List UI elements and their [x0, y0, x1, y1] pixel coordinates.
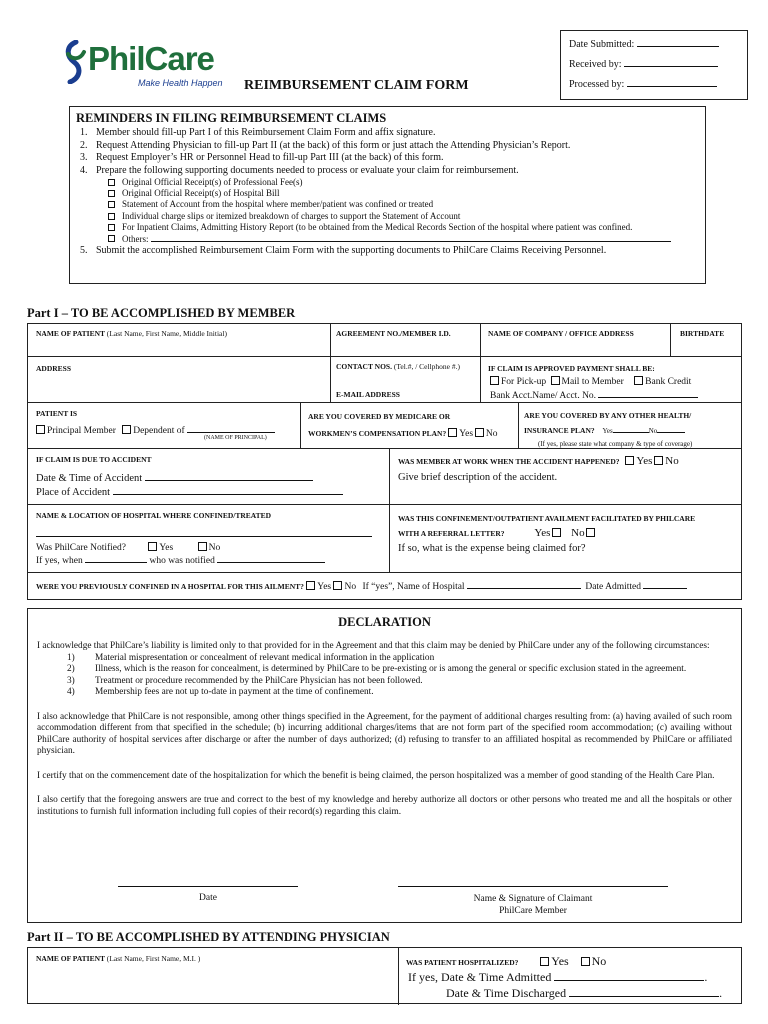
reminder-item: 2. Request Attending Physician to fill-up Part II (at the back) of this form or just attach the Attending Physician’s Report.: [80, 139, 571, 151]
reminder-item: 3. Request Employer’s HR or Personnel Head to fill-up Part III (at the back) of this form.: [80, 152, 444, 163]
accident-description-label: Give brief description of the accident.: [398, 472, 558, 483]
expense-question: If so, what is the expense being claimed for?: [398, 543, 586, 554]
hospitalized-yes-checkbox[interactable]: [540, 957, 549, 966]
supporting-doc-item: Original Official Receipt(s) of Hospital Bill: [76, 188, 699, 199]
previous-confinement-row: WERE YOU PREVIOUSLY CONFINED IN A HOSPITAL FOR THIS AILMENT? Yes No If “yes”, Name of Hospital Date Admitted: [36, 580, 687, 592]
at-work-no-checkbox[interactable]: [654, 456, 663, 465]
date-discharged-row: Date & Time Discharged .: [446, 986, 723, 1000]
part2-patient-name-label: NAME OF PATIENT (Last Name, First Name, M.I. ): [36, 954, 201, 963]
birthdate-label: BIRTHDATE: [680, 329, 725, 338]
declaration-para3: I certify that on the commencement date of the hospitalization for which the benefit is being claimed, the person hospitalized was a member of good standing of the Health Care Plan.: [37, 770, 715, 781]
processed-by-row: Processed by:: [569, 75, 739, 95]
received-by-row: Received by:: [569, 55, 739, 75]
checkbox[interactable]: [108, 213, 115, 220]
mail-checkbox[interactable]: [551, 376, 560, 385]
reminder-item: 5. Submit the accomplished Reimbursement Claim Form with the supporting documents to PhilCare Claims Receiving Personnel.: [80, 245, 607, 257]
part2-form: [27, 947, 742, 1004]
medicare-question: ARE YOU COVERED BY MEDICARE OR WORKMEN’S COMPENSATION PLAN? Yes No: [308, 412, 498, 439]
dependent-checkbox[interactable]: [122, 425, 131, 434]
bank-acct-row: Bank Acct.Name/ Acct. No.: [490, 390, 698, 401]
at-work-question: WAS MEMBER AT WORK WHEN THE ACCIDENT HAPPENED? Yes No: [398, 455, 679, 467]
prev-yes-checkbox[interactable]: [306, 581, 315, 590]
at-work-yes-checkbox[interactable]: [625, 456, 634, 465]
checkbox[interactable]: [108, 224, 115, 231]
payment-options: For Pick-up Mail to Member Bank Credit: [490, 376, 691, 387]
email-label: E-MAIL ADDRESS: [336, 390, 400, 399]
reminders-title: REMINDERS IN FILING REIMBURSEMENT CLAIMS: [76, 111, 387, 125]
supporting-doc-others: Others:: [76, 233, 699, 245]
checkbox[interactable]: [108, 179, 115, 186]
notified-yes-checkbox[interactable]: [148, 542, 157, 551]
medicare-yes-checkbox[interactable]: [448, 428, 457, 437]
date-signature-line[interactable]: [118, 886, 298, 887]
checkbox[interactable]: [108, 190, 115, 197]
payment-title: IF CLAIM IS APPROVED PAYMENT SHALL BE:: [488, 364, 655, 373]
declaration-item: 3) Treatment or procedure recommended by the PhilCare Physician has not been followed.: [67, 675, 423, 686]
declaration-item: 4) Membership fees are not up to-date in payment at the time of confinement.: [67, 687, 374, 697]
reminder-item: 4. Prepare the following supporting documents needed to process or evaluate your claim for reimbursement.: [80, 164, 519, 176]
declaration-para2: I also acknowledge that PhilCare is not responsible, among other things specified in the Agreement, for the payment of additional charges resulting from: (a) having availed of such room accommodation different from that specified in the schedule; (b) incurring additional charges/items that are not form part of the specified room accommodation; (c) availing without PhilCare authority of hospital services after discharge or after the number of days authorized; (d) refusing to transfer to an affiliated hospital as recommended by PhilCare or affiliated physician.: [37, 711, 732, 756]
contact-label: CONTACT NOS. (Tel.#, / Cellphone #.): [336, 362, 460, 371]
philcare-mark-icon: [62, 40, 88, 84]
facilitated-question: WAS THIS CONFINEMENT/OUTPATIENT AVAILMENT FACILITATED BY PHILCARE WITH A REFERRAL LETTER? Yes No: [398, 514, 696, 539]
agreement-no-label: AGREEMENT NO./MEMBER I.D.: [336, 329, 451, 338]
hospital-location-label: NAME & LOCATION OF HOSPITAL WHERE CONFINED/TREATED: [36, 511, 272, 520]
supporting-doc-item: For Inpatient Claims, Admitting History Report (to be obtained from the Medical Records Section of the hospital where patient was confined.: [76, 222, 699, 233]
part1-form: [27, 323, 742, 600]
hospitalized-no-checkbox[interactable]: [581, 957, 590, 966]
date-label: Date: [199, 893, 217, 903]
date-admitted-row: If yes, Date & Time Admitted .: [408, 970, 708, 984]
part2-title: Part II – TO BE ACCOMPLISHED BY ATTENDING PHYSICIAN: [27, 930, 390, 944]
philcare-notified-row: Was PhilCare Notified? Yes No: [36, 543, 221, 553]
checkbox[interactable]: [108, 201, 115, 208]
reminder-item: 1. Member should fill-up Part I of this Reimbursement Claim Form and affix signature.: [80, 127, 436, 138]
patient-is-options: Principal Member Dependent of: [36, 424, 275, 436]
supporting-doc-item: Original Official Receipt(s) of Professional Fee(s): [76, 177, 699, 188]
medicare-no-checkbox[interactable]: [475, 428, 484, 437]
brand-tagline: Make Health Happen: [138, 78, 223, 88]
bank-credit-checkbox[interactable]: [634, 376, 643, 385]
office-use-box: [560, 30, 748, 100]
notified-when-row: If yes, when who was notified: [36, 554, 325, 566]
principal-name-hint: (NAME OF PRINCIPAL): [204, 435, 267, 441]
patient-is-label: PATIENT IS: [36, 409, 78, 418]
declaration-para4: I also certify that the foregoing answers are true and correct to the best of my knowledge and hereby authorize all doctors or other persons who treated me and all the hospitals or other institutions to furnish full information including full copies of their record(s) regarding this claim.: [37, 795, 732, 817]
declaration-box: [27, 608, 742, 923]
facilitated-no-checkbox[interactable]: [586, 528, 595, 537]
date-submitted-row: Date Submitted:: [569, 35, 739, 55]
accident-title: IF CLAIM IS DUE TO ACCIDENT: [36, 455, 152, 464]
declaration-title: DECLARATION: [338, 615, 431, 629]
supporting-doc-item: Individual charge slips or itemized breakdown of charges to support the Statement of Account: [76, 211, 699, 222]
accident-place-row: Place of Accident: [36, 484, 343, 498]
other-insurance-question: ARE YOU COVERED BY ANY OTHER HEALTH/ INSURANCE PLAN? Yes No (If yes, please state what company & type of coverage): [524, 411, 693, 448]
declaration-intro: I acknowledge that PhilCare’s liability is limited only to that provided for in the Agreement and that this claim may be denied by PhilCare under any of the following circumstances:: [37, 641, 710, 651]
principal-checkbox[interactable]: [36, 425, 45, 434]
form-title: REIMBURSEMENT CLAIM FORM: [244, 78, 469, 93]
supporting-doc-item: Statement of Account from the hospital where member/patient was confined or treated: [76, 199, 699, 210]
address-label: ADDRESS: [36, 364, 72, 373]
part1-title: Part I – TO BE ACCOMPLISHED BY MEMBER: [27, 306, 296, 320]
claimant-signature-label: Name & Signature of Claimant PhilCare Member: [473, 894, 593, 916]
company-label: NAME OF COMPANY / OFFICE ADDRESS: [488, 329, 634, 338]
declaration-item: 1) Material mispresentation or concealment of relevant medical information in the application: [67, 652, 435, 663]
hospitalized-question: WAS PATIENT HOSPITALIZED? Yes No: [406, 954, 607, 968]
checkbox[interactable]: [108, 235, 115, 242]
notified-no-checkbox[interactable]: [198, 542, 207, 551]
hospital-location-line: [36, 524, 372, 542]
patient-name-label: NAME OF PATIENT (Last Name, First Name, Middle Initial): [36, 329, 227, 338]
accident-date-row: Date & Time of Accident: [36, 470, 313, 484]
reminders-box: [69, 106, 706, 284]
claimant-signature-line[interactable]: [398, 886, 668, 887]
logo: [62, 40, 232, 92]
brand-name: PhilCare: [88, 40, 214, 77]
facilitated-yes-checkbox[interactable]: [552, 528, 561, 537]
pickup-checkbox[interactable]: [490, 376, 499, 385]
prev-no-checkbox[interactable]: [333, 581, 342, 590]
declaration-item: 2) Illness, which is the reason for concealment, is determined by PhilCare to be pre-existing or is among the general or specific exclusion stated in the agreement.: [67, 664, 687, 674]
